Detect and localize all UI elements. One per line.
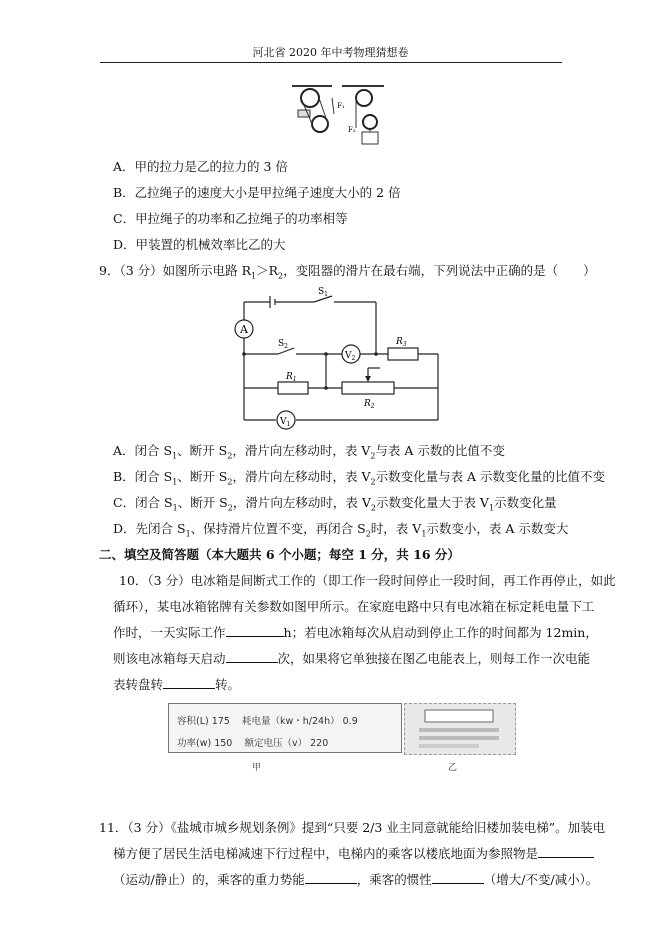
v2-label: $V_2$	[345, 351, 356, 362]
q8-option-c: C．甲拉绳子的功率和乙拉绳子的功率相等	[113, 211, 348, 226]
pulley-figure	[292, 84, 387, 146]
nameplate-row-1: 容积(L) 175 耗电量（kw・h/24h） 0.9	[177, 716, 358, 727]
q8-option-a: A．甲的拉力是乙的拉力的 3 倍	[113, 159, 288, 174]
section-2-title: 二、填空及简答题（本大题共 6 个小题；每空 1 分，共 16 分）	[99, 547, 460, 562]
q9-option-a: A．闭合 $S_1$、断开 $S_2$，滑片向左移动时，表 $V_2$与表 A 示数的比值不变	[113, 443, 505, 461]
r3-label: $R_3$	[396, 337, 407, 348]
q9-option-c: C．闭合 $S_1$、断开 $S_2$，滑片向左移动时，表 $V_2$示数变化量大于表 $V_1$示数变化量	[113, 495, 557, 513]
q10-blank-turns[interactable]	[163, 676, 215, 689]
q10-line-1: 10．（3 分）电冰箱是间断式工作的（即工作一段时间停止一段时间，再工作再停止，如此	[119, 573, 616, 588]
q11-blank-potential[interactable]	[305, 871, 357, 884]
q8-option-b: B．乙拉绳子的速度大小是甲拉绳子速度大小的 2 倍	[113, 185, 401, 200]
q11-line-2: 梯方便了居民生活电梯减速下行过程中，电梯内的乘客以楼底地面为参照物是	[113, 844, 594, 862]
q10-line-4: 则该电冰箱每天启动 次，如果将它单独接在图乙电能表上，则每工作一次电能	[113, 651, 591, 666]
nameplate-table	[168, 703, 402, 753]
q9-option-d: D．先闭合 $S_1$、保持滑片位置不变，再闭合 $S_2$时，表 $V_1$示数变小，表 A 示数变大	[113, 521, 569, 539]
q10-blank-starts[interactable]	[226, 650, 278, 663]
q11-line-1: 11．（3 分）《盐城市城乡规划条例》提到“只要 2/3 业主同意就能给旧楼加装电梯”。加装电	[99, 820, 606, 835]
r1-label: $R_1$	[286, 372, 297, 383]
q8-option-d: D．甲装置的机械效率比乙的大	[113, 237, 286, 252]
fridge-nameplate-figure	[168, 703, 514, 755]
q10-line-3: 作时，一天实际工作 h；若电冰箱每次从启动到停止工作的时间都为 12min，	[113, 625, 598, 640]
r2-label: $R_2$	[364, 399, 375, 410]
q11-blank-inertia[interactable]	[432, 871, 484, 884]
figure-caption-b: 乙	[448, 763, 458, 773]
q9-stem: 9．（3 分）如图所示电路 $R_1>R_2$，变阻器的滑片在最右端，下列说法中正确的是（ ）	[99, 263, 596, 281]
circuit-diagram	[230, 284, 445, 429]
s1-label: $S_1$	[318, 287, 328, 298]
ammeter-label: A	[240, 323, 248, 336]
page-header: 河北省 2020 年中考物理猜想卷	[252, 46, 409, 59]
f2-label: F₂	[348, 126, 356, 134]
q10-line-2: 循环），某电冰箱铭牌有关参数如图甲所示。在家庭电路中只有电冰箱在标定耗电量下工	[113, 599, 595, 614]
header-rule	[100, 62, 562, 63]
q10-line-5: 表转盘转 转。	[113, 677, 241, 692]
q9-option-b: B．闭合 $S_1$、断开 $S_2$，滑片向左移动时，表 $V_2$示数变化量与表 A 示数变化量的比值不变	[113, 469, 606, 487]
q11-line-3: （运动/静止）的，乘客的重力势能 ，乘客的惯性 （增大/不变/减小）。	[113, 872, 599, 887]
q11-blank-reference[interactable]	[538, 845, 594, 858]
energy-meter-image	[404, 703, 516, 755]
nameplate-row-2: 功率(w) 150 额定电压（v） 220	[177, 738, 329, 749]
figure-caption-a: 甲	[252, 763, 262, 773]
q10-blank-hours[interactable]	[226, 624, 284, 637]
f1-label: F₁	[337, 102, 345, 110]
v1-label: $V_1$	[280, 417, 291, 428]
s2-label: $S_2$	[278, 339, 288, 350]
